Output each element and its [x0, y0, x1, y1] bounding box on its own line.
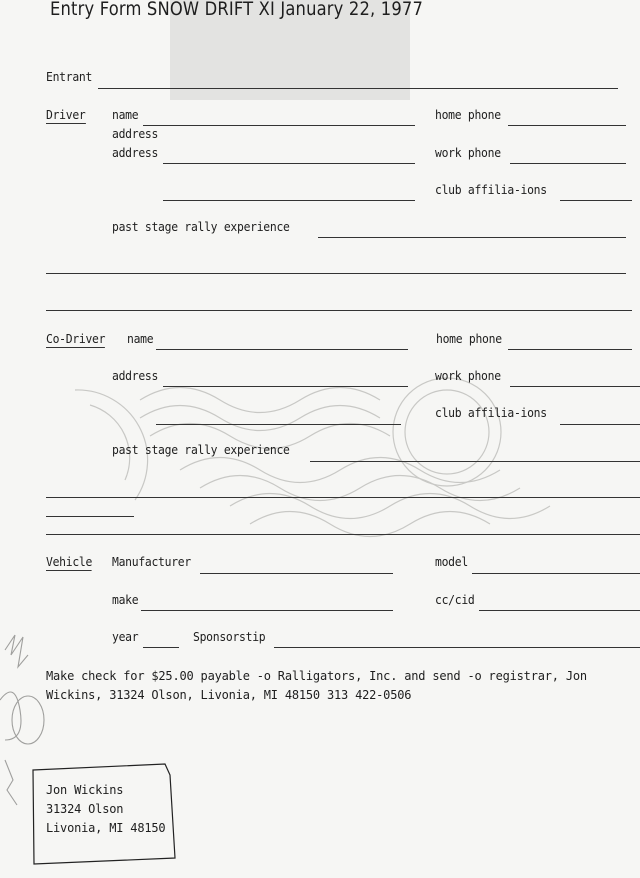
vehicle-sponsorship-field[interactable] [274, 647, 640, 648]
vehicle-model-field[interactable] [472, 573, 640, 574]
payment-instructions-line1: Make check for $25.00 payable -o Ralligators, Inc. and send -o registrar, Jon [46, 669, 587, 683]
codriver-club-field[interactable] [560, 424, 640, 425]
codriver-experience-field-2[interactable] [46, 497, 640, 498]
payment-instructions-line2: Wickins, 31324 Olson, Livonia, MI 48150 313 422-0506 [46, 688, 412, 702]
driver-experience-field-2[interactable] [46, 273, 626, 274]
driver-address2-label: address [112, 146, 159, 160]
vehicle-manufacturer-label: Manufacturer [112, 555, 191, 569]
codriver-address-label: address [112, 369, 159, 383]
entrant-field[interactable] [98, 88, 618, 89]
driver-home-phone-field[interactable] [508, 125, 626, 126]
driver-work-phone-field[interactable] [510, 163, 626, 164]
vehicle-make-label: make [112, 593, 139, 607]
codriver-name-field[interactable] [156, 349, 408, 350]
codriver-home-phone-field[interactable] [508, 349, 632, 350]
vehicle-manufacturer-field[interactable] [200, 573, 393, 574]
vehicle-section-label: Vehicle [46, 555, 93, 569]
vehicle-cc-label: cc/cid [435, 593, 475, 607]
driver-address-field[interactable] [163, 163, 415, 164]
codriver-address-field-2[interactable] [156, 424, 401, 425]
vehicle-year-label: year [112, 630, 139, 644]
driver-club-field[interactable] [560, 200, 632, 201]
codriver-experience-field[interactable] [310, 461, 640, 462]
codriver-section-label: Co-Driver [46, 332, 106, 346]
vehicle-model-label: model [435, 555, 468, 569]
vehicle-make-field[interactable] [141, 610, 393, 611]
codriver-name-label: name [127, 332, 154, 346]
codriver-address-field[interactable] [163, 386, 408, 387]
driver-address1-label: address [112, 127, 159, 141]
codriver-home-phone-label: home phone [436, 332, 502, 346]
codriver-work-phone-label: work phone [435, 369, 501, 383]
vehicle-cc-field[interactable] [479, 610, 640, 611]
entrant-label: Entrant [46, 70, 93, 84]
codriver-experience-label: past stage rally experience [112, 443, 290, 457]
driver-experience-field[interactable] [318, 237, 626, 238]
codriver-experience-field-3[interactable] [46, 516, 134, 517]
driver-name-label: name [112, 108, 139, 122]
form-title: Entry Form SNOW DRIFT XI January 22, 1977 [50, 0, 424, 20]
codriver-experience-field-4[interactable] [46, 534, 640, 535]
codriver-club-label: club affilia-ions [435, 406, 547, 420]
mailing-city: Livonia, MI 48150 [46, 821, 166, 835]
mailing-street: 31324 Olson [46, 802, 124, 816]
driver-name-field[interactable] [143, 125, 415, 126]
driver-experience-field-3[interactable] [46, 310, 632, 311]
codriver-work-phone-field[interactable] [510, 386, 640, 387]
vehicle-sponsorship-label: Sponsorstip [193, 630, 266, 644]
driver-home-phone-label: home phone [435, 108, 501, 122]
driver-address-field-2[interactable] [163, 200, 415, 201]
driver-section-label: Driver [46, 108, 86, 122]
driver-club-label: club affilia-ions [435, 183, 547, 197]
driver-experience-label: past stage rally experience [112, 220, 290, 234]
driver-work-phone-label: work phone [435, 146, 501, 160]
mailing-name: Jon Wickins [46, 783, 124, 797]
vehicle-year-field[interactable] [143, 647, 179, 648]
